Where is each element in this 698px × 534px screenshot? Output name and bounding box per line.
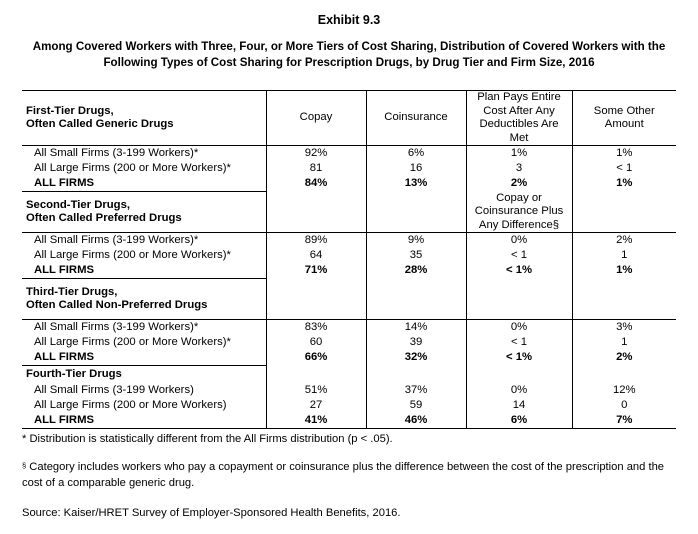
tier-3-header <box>22 279 676 320</box>
tier-2-label: Second-Tier Drugs, Often Called Preferred Drugs <box>22 192 266 233</box>
source-note: Source: Kaiser/HRET Survey of Employer-Sponsored Health Benefits, 2016. <box>22 507 401 519</box>
table-row-total: ALL FIRMS 71% 28% < 1% 1% <box>22 263 676 279</box>
table-row: All Large Firms (200 or More Workers)* 64 35 < 1 1 <box>22 248 676 263</box>
tier-2-header <box>22 192 676 233</box>
tier-1-header <box>22 91 676 146</box>
table-row-total: ALL FIRMS 66% 32% < 1% 2% <box>22 350 676 366</box>
exhibit-title <box>12 39 686 71</box>
section-mark: § <box>22 461 27 470</box>
column-header-copay-coinsurance-plus: Copay or Coinsurance Plus Any Difference§ <box>466 192 572 233</box>
table-row: All Large Firms (200 or More Workers) 27 59 14 0 <box>22 398 676 413</box>
title-line-2: Following Types of Cost Sharing for Prescription Drugs, by Drug Tier and Firm Size, 2016 <box>103 56 595 69</box>
table-row: All Large Firms (200 or More Workers)* 60 39 < 1 1 <box>22 335 676 350</box>
column-header-plan-pays: Plan Pays Entire Cost After Any Deductibles Are Met <box>466 91 572 146</box>
section-footnote: § Category includes workers who pay a copayment or coinsurance plus the difference between the cost of the prescription and the cost of a comparable generic drug. <box>22 461 665 489</box>
tier-4-header <box>22 366 676 384</box>
table-row: All Small Firms (3-199 Workers)* 89% 9% 0% 2% <box>22 233 676 249</box>
tier-4-label: Fourth-Tier Drugs <box>22 366 266 384</box>
column-header-coinsurance: Coinsurance <box>366 91 466 146</box>
tier-1-label: First-Tier Drugs, Often Called Generic Drugs <box>22 91 266 146</box>
tier-3-label: Third-Tier Drugs, Often Called Non-Preferred Drugs <box>22 279 266 320</box>
table-row: All Small Firms (3-199 Workers) 51% 37% 0% 12% <box>22 383 676 398</box>
column-header-copay: Copay <box>266 91 366 146</box>
column-header-other: Some Other Amount <box>572 91 676 146</box>
table-row: All Large Firms (200 or More Workers)* 81 16 3 < 1 <box>22 161 676 176</box>
cost-sharing-table <box>22 90 676 429</box>
exhibit-label: Exhibit 9.3 <box>317 13 381 27</box>
title-line-1: Among Covered Workers with Three, Four, or More Tiers of Cost Sharing, Distribution of Covered Workers with the <box>32 40 666 53</box>
table-row: All Small Firms (3-199 Workers)* 92% 6% 1% 1% <box>22 146 676 162</box>
asterisk-footnote: * Distribution is statistically different from the All Firms distribution (p < .05). <box>22 433 393 445</box>
table-row: All Small Firms (3-199 Workers)* 83% 14% 0% 3% <box>22 320 676 336</box>
table-row-total: ALL FIRMS 84% 13% 2% 1% <box>22 176 676 192</box>
table-row-total: ALL FIRMS 41% 46% 6% 7% <box>22 413 676 429</box>
